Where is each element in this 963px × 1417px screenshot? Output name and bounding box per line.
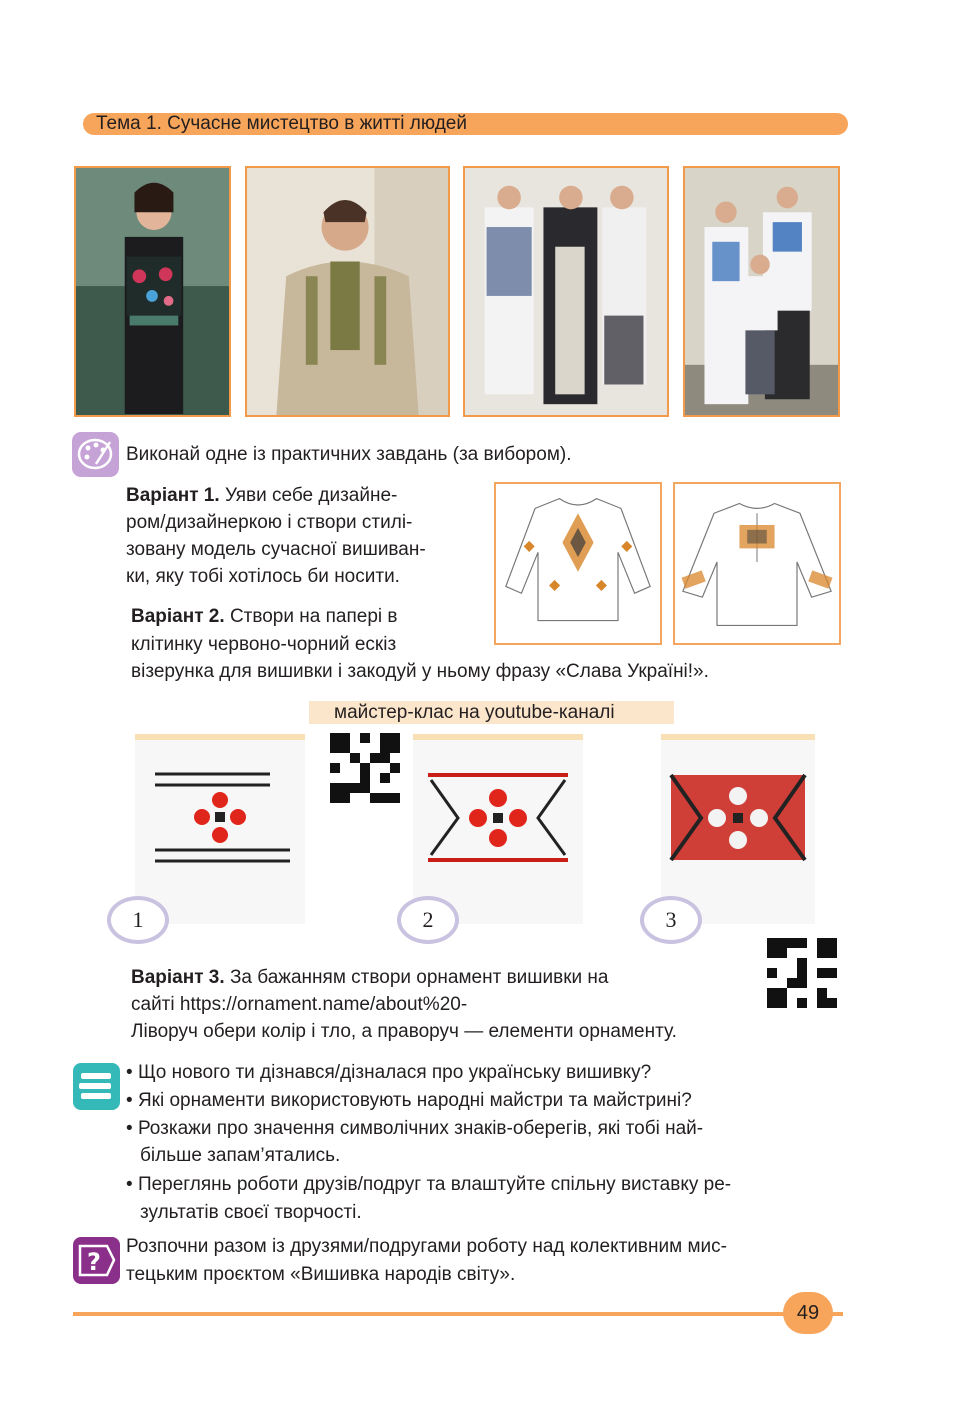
qr-code-ornament-site[interactable] xyxy=(767,938,837,1008)
question-4-cont: зультатів своєї творчості. xyxy=(140,1202,362,1223)
variant1-label: Варіант 1. xyxy=(126,485,220,506)
question-1-text: Що нового ти дізнався/дізналася про українську вишивку? xyxy=(137,1062,652,1083)
books-icon xyxy=(73,1063,120,1110)
task-intro: Виконай одне із практичних завдань (за вибором). xyxy=(126,444,572,465)
page-number: 49 xyxy=(783,1292,833,1334)
project-line2: тецьким проєктом «Вишивка народів світу». xyxy=(126,1264,516,1285)
palette-icon xyxy=(72,432,119,477)
photo-women-fashion-show xyxy=(463,166,669,417)
shirt-sketch-1 xyxy=(494,482,662,645)
question-3: • Розкажи про значення символічних знаків-оберегів, які тобі най- xyxy=(126,1118,704,1139)
question-2: • Які орнаменти використовують народні майстри та майстрині? xyxy=(126,1090,692,1111)
photo-man-embroidered-shirt xyxy=(245,166,450,417)
embroidery-step-3 xyxy=(661,734,815,924)
step-number-2: 2 xyxy=(397,896,459,944)
question-2-text: Які орнаменти використовують народні майстри та майстрині? xyxy=(137,1090,692,1111)
footer-divider xyxy=(73,1312,843,1316)
question-mark-icon xyxy=(73,1237,120,1284)
variant3-line3: Ліворуч обери колір і тло, а праворуч — елементи орнаменту. xyxy=(131,1021,677,1042)
embroidery-step-1 xyxy=(135,734,305,924)
project-line1: Розпочни разом із друзями/подругами роботу над колективним мис- xyxy=(126,1236,727,1257)
variant3-text1: За бажанням створи орнамент вишивки на xyxy=(229,967,609,988)
shirt-sketch-2 xyxy=(673,482,841,645)
qr-code-youtube[interactable] xyxy=(330,733,400,803)
variant2-line3: візерунка для вишивки і закодуй у ньому фразу «Слава Україні!». xyxy=(131,661,709,682)
ornament-site-link[interactable]: сайті https://ornament.name/about%20- xyxy=(131,994,468,1015)
svg-text:?: ? xyxy=(87,1248,101,1276)
variant1-line4: ки, яку тобі хотілось би носити. xyxy=(126,566,400,587)
variant1-line1 xyxy=(126,482,397,510)
variant1-line3: зовану модель сучасної вишиван- xyxy=(126,539,426,560)
embroidery-step-2 xyxy=(413,734,583,924)
variant1-line2: ром/дизайнеркою і створи стилі- xyxy=(126,512,413,533)
question-4: • Переглянь роботи друзів/подруг та влаштуйте спільну виставку ре- xyxy=(126,1174,732,1195)
variant2-line1 xyxy=(131,603,397,631)
step-number-3: 3 xyxy=(640,896,702,944)
question-1: • Що нового ти дізнався/дізналася про українську вишивку? xyxy=(126,1062,652,1083)
photo-family-vyshyvanky xyxy=(683,166,840,417)
youtube-master-class-label: майстер-клас на youtube-каналі xyxy=(309,701,674,724)
variant2-label: Варіант 2. xyxy=(131,606,225,627)
question-3-text: Розкажи про значення символічних знаків-оберегів, які тобі най- xyxy=(137,1118,704,1139)
variant2-line2: клітинку червоно-чорний ескіз xyxy=(131,634,397,655)
topic-title: Тема 1. Сучасне мистецтво в житті людей xyxy=(96,113,467,134)
variant3-line1 xyxy=(131,964,609,992)
variant1-text1: Уяви себе дизайне- xyxy=(224,485,398,506)
photo-runway-model xyxy=(74,166,231,417)
question-3-cont: більше запам’ятались. xyxy=(140,1145,341,1166)
step-number-1: 1 xyxy=(107,896,169,944)
variant2-text1: Створи на папері в xyxy=(229,606,398,627)
variant3-label: Варіант 3. xyxy=(131,967,225,988)
question-4-text: Переглянь роботи друзів/подруг та влаштуйте спільну виставку ре- xyxy=(137,1174,732,1195)
